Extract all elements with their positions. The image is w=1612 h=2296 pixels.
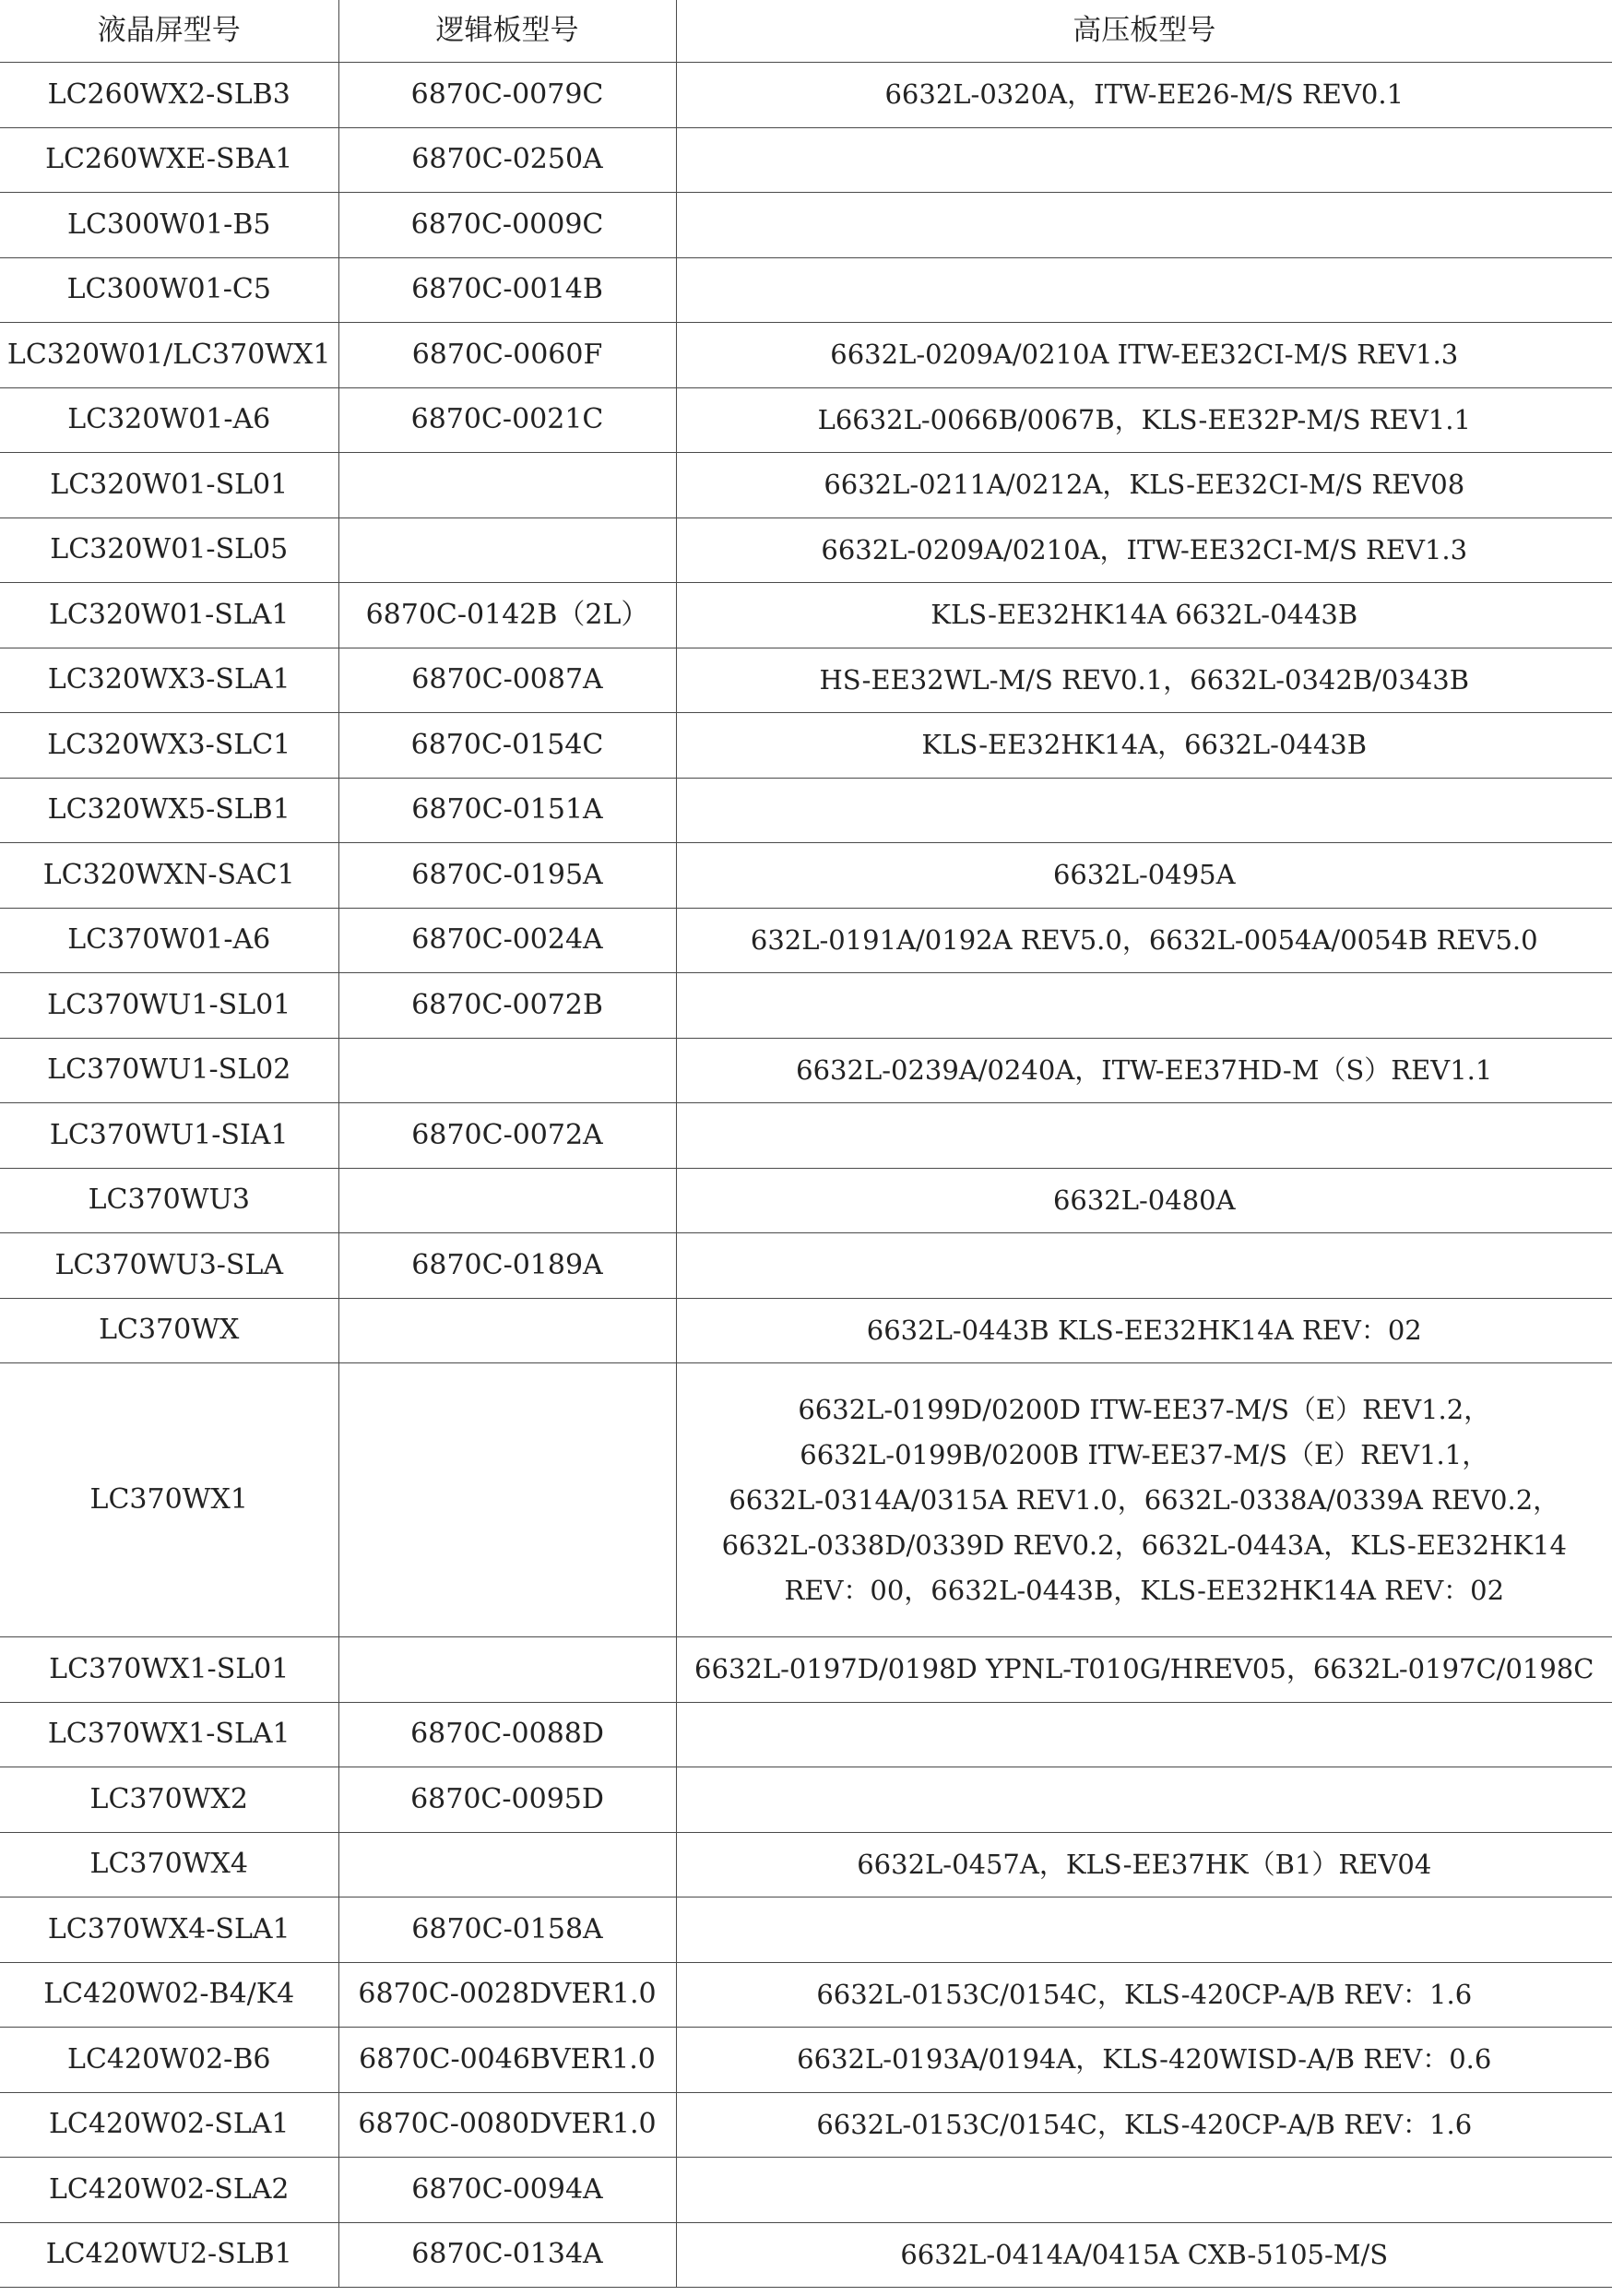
hv-board-cell: KLS-EE32HK14A，6632L-0443B bbox=[676, 713, 1612, 779]
table-row bbox=[0, 127, 1612, 193]
hv-board-cell: 6632L-0457A，KLS-EE37HK（B1）REV04 bbox=[676, 1832, 1612, 1897]
logic-board-cell: 6870C-0142B（2L） bbox=[338, 583, 676, 648]
hv-board-cell bbox=[676, 127, 1612, 193]
lcd-model-cell: LC260WXE-SBA1 bbox=[0, 127, 338, 193]
hv-board-line: REV：00，6632L-0443B，KLS-EE32HK14A REV：02 bbox=[784, 1574, 1505, 1606]
logic-board-cell bbox=[338, 517, 676, 583]
hv-board-line: 6632L-0314A/0315A REV1.0，6632L-0338A/0339A REV0.2， bbox=[729, 1483, 1560, 1516]
table-row bbox=[0, 973, 1612, 1039]
hv-board-cell bbox=[676, 257, 1612, 323]
table-row bbox=[0, 63, 1612, 128]
lcd-model-cell: LC300W01-C5 bbox=[0, 257, 338, 323]
logic-board-cell bbox=[338, 1637, 676, 1703]
lcd-model-cell: LC320WX3-SLA1 bbox=[0, 648, 338, 713]
logic-board-cell: 6870C-0072A bbox=[338, 1103, 676, 1169]
hv-board-cell bbox=[676, 778, 1612, 843]
table-row bbox=[0, 517, 1612, 583]
lcd-model-cell: LC370WU3-SLA bbox=[0, 1233, 338, 1299]
hv-board-cell: 6632L-0153C/0154C，KLS-420CP-A/B REV：1.6 bbox=[676, 2092, 1612, 2158]
lcd-model-cell: LC370WU1-SIA1 bbox=[0, 1103, 338, 1169]
lcd-model-cell: LC320WX3-SLC1 bbox=[0, 713, 338, 779]
lcd-model-cell: LC370W01-A6 bbox=[0, 908, 338, 973]
lcd-model-cell: LC370WX bbox=[0, 1298, 338, 1363]
hv-board-cell bbox=[676, 973, 1612, 1039]
lcd-model-cell: LC320W01-A6 bbox=[0, 387, 338, 453]
table-row bbox=[0, 843, 1612, 909]
lcd-model-cell: LC320WXN-SAC1 bbox=[0, 843, 338, 909]
lcd-model-cell: LC370WX2 bbox=[0, 1767, 338, 1833]
hv-board-cell: 6632L-0209A/0210A，ITW-EE32CI-M/S REV1.3 bbox=[676, 517, 1612, 583]
logic-board-cell: 6870C-0080DVER1.0 bbox=[338, 2092, 676, 2158]
hv-board-cell: HS-EE32WL-M/S REV0.1，6632L-0342B/0343B bbox=[676, 648, 1612, 713]
hv-board-cell: 6632L-0480A bbox=[676, 1168, 1612, 1233]
hv-board-cell: 6632L-0211A/0212A，KLS-EE32CI-M/S REV08 bbox=[676, 453, 1612, 518]
lcd-model-cell: LC420W02-B4/K4 bbox=[0, 1962, 338, 2028]
lcd-model-cell: LC370WU3 bbox=[0, 1168, 338, 1233]
table-row bbox=[0, 2158, 1612, 2223]
logic-board-cell: 6870C-0195A bbox=[338, 843, 676, 909]
logic-board-cell: 6870C-0079C bbox=[338, 63, 676, 128]
hv-board-line: 6632L-0199B/0200B ITW-EE37-M/S（E）REV1.1， bbox=[800, 1438, 1489, 1470]
table-row bbox=[0, 2222, 1612, 2288]
hv-board-cell: 6632L-0443B KLS-EE32HK14A REV：02 bbox=[676, 1298, 1612, 1363]
hv-board-cell: 6632L-0209A/0210A ITW-EE32CI-M/S REV1.3 bbox=[676, 323, 1612, 388]
hv-board-cell: L6632L-0066B/0067B，KLS-EE32P-M/S REV1.1 bbox=[676, 387, 1612, 453]
logic-board-cell: 6870C-0021C bbox=[338, 387, 676, 453]
table-row bbox=[0, 193, 1612, 258]
table-row bbox=[0, 1298, 1612, 1363]
table-body bbox=[0, 63, 1612, 2288]
logic-board-cell bbox=[338, 1038, 676, 1103]
hv-board-cell: 6632L-0153C/0154C，KLS-420CP-A/B REV：1.6 bbox=[676, 1962, 1612, 2028]
logic-board-cell: 6870C-0009C bbox=[338, 193, 676, 258]
lcd-model-cell: LC320W01-SL01 bbox=[0, 453, 338, 518]
table-row bbox=[0, 1702, 1612, 1767]
logic-board-cell: 6870C-0154C bbox=[338, 713, 676, 779]
table-row bbox=[0, 2092, 1612, 2158]
table-row bbox=[0, 1832, 1612, 1897]
logic-board-cell: 6870C-0072B bbox=[338, 973, 676, 1039]
logic-board-cell: 6870C-0189A bbox=[338, 1233, 676, 1299]
logic-board-cell bbox=[338, 1298, 676, 1363]
hv-board-line: 6632L-0199D/0200D ITW-EE37-M/S（E）REV1.2， bbox=[798, 1393, 1491, 1425]
logic-board-cell: 6870C-0158A bbox=[338, 1897, 676, 1963]
lcd-model-cell: LC420W02-SLA2 bbox=[0, 2158, 338, 2223]
logic-board-cell: 6870C-0095D bbox=[338, 1767, 676, 1833]
lcd-model-cell: LC370WU1-SL02 bbox=[0, 1038, 338, 1103]
table-row bbox=[0, 1767, 1612, 1833]
lcd-model-cell: LC370WX4 bbox=[0, 1832, 338, 1897]
table-row bbox=[0, 1897, 1612, 1963]
logic-board-cell: 6870C-0250A bbox=[338, 127, 676, 193]
logic-board-cell: 6870C-0087A bbox=[338, 648, 676, 713]
logic-board-cell bbox=[338, 453, 676, 518]
lcd-model-cell: LC260WX2-SLB3 bbox=[0, 63, 338, 128]
logic-board-cell bbox=[338, 1832, 676, 1897]
logic-board-cell: 6870C-0046BVER1.0 bbox=[338, 2028, 676, 2093]
header-lcd-model: 液晶屏型号 bbox=[0, 0, 338, 63]
hv-board-cell bbox=[676, 1103, 1612, 1169]
table-row bbox=[0, 713, 1612, 779]
lcd-model-cell: LC370WX1-SL01 bbox=[0, 1637, 338, 1703]
logic-board-cell: 6870C-0028DVER1.0 bbox=[338, 1962, 676, 2028]
lcd-model-cell: LC420WU2-SLB1 bbox=[0, 2222, 338, 2288]
table-row bbox=[0, 2028, 1612, 2093]
table-row bbox=[0, 323, 1612, 388]
lcd-model-cell: LC320W01/LC370WX1 bbox=[0, 323, 338, 388]
logic-board-cell: 6870C-0094A bbox=[338, 2158, 676, 2223]
table-row bbox=[0, 648, 1612, 713]
hv-board-cell bbox=[676, 193, 1612, 258]
logic-board-cell: 6870C-0014B bbox=[338, 257, 676, 323]
lcd-model-cell: LC320W01-SLA1 bbox=[0, 583, 338, 648]
table-row bbox=[0, 1233, 1612, 1299]
logic-board-cell: 6870C-0088D bbox=[338, 1702, 676, 1767]
logic-board-cell: 6870C-0060F bbox=[338, 323, 676, 388]
logic-board-cell bbox=[338, 1168, 676, 1233]
table-row bbox=[0, 453, 1612, 518]
logic-board-cell bbox=[338, 1363, 676, 1637]
hv-board-cell: 6632L-0239A/0240A，ITW-EE37HD-M（S）REV1.1 bbox=[676, 1038, 1612, 1103]
hv-board-line: 6632L-0338D/0339D REV0.2，6632L-0443A，KLS-EE32HK14 bbox=[721, 1529, 1567, 1561]
lcd-model-cell: LC420W02-B6 bbox=[0, 2028, 338, 2093]
logic-board-cell: 6870C-0024A bbox=[338, 908, 676, 973]
lcd-model-cell: LC420W02-SLA1 bbox=[0, 2092, 338, 2158]
hv-board-cell: 6632L-0320A，ITW-EE26-M/S REV0.1 bbox=[676, 63, 1612, 128]
hv-board-cell: KLS-EE32HK14A 6632L-0443B bbox=[676, 583, 1612, 648]
hv-board-cell bbox=[676, 1702, 1612, 1767]
table-row bbox=[0, 1363, 1612, 1637]
lcd-model-cell: LC370WX4-SLA1 bbox=[0, 1897, 338, 1963]
table-row bbox=[0, 908, 1612, 973]
lcd-model-cell: LC300W01-B5 bbox=[0, 193, 338, 258]
hv-board-cell bbox=[676, 2158, 1612, 2223]
lcd-model-cell: LC320WX5-SLB1 bbox=[0, 778, 338, 843]
lcd-model-cell: LC320W01-SL05 bbox=[0, 517, 338, 583]
table-row bbox=[0, 387, 1612, 453]
table-row bbox=[0, 778, 1612, 843]
hv-board-cell: 6632L-0414A/0415A CXB-5105-M/S bbox=[676, 2222, 1612, 2288]
table-row bbox=[0, 1962, 1612, 2028]
table-row bbox=[0, 1637, 1612, 1703]
logic-board-cell: 6870C-0134A bbox=[338, 2222, 676, 2288]
lcd-model-cell: LC370WU1-SL01 bbox=[0, 973, 338, 1039]
hv-board-cell bbox=[676, 1363, 1612, 1637]
table-row bbox=[0, 257, 1612, 323]
table-row bbox=[0, 1168, 1612, 1233]
header-hv-board: 高压板型号 bbox=[676, 0, 1612, 63]
hv-board-cell: 632L-0191A/0192A REV5.0，6632L-0054A/0054B REV5.0 bbox=[676, 908, 1612, 973]
hv-board-cell bbox=[676, 1233, 1612, 1299]
table-row bbox=[0, 1103, 1612, 1169]
hv-board-cell bbox=[676, 1767, 1612, 1833]
header-logic-board: 逻辑板型号 bbox=[338, 0, 676, 63]
hv-board-cell: 6632L-0495A bbox=[676, 843, 1612, 909]
lcd-model-cell: LC370WX1-SLA1 bbox=[0, 1702, 338, 1767]
table-row bbox=[0, 1038, 1612, 1103]
hv-board-cell: 6632L-0193A/0194A，KLS-420WISD-A/B REV：0.6 bbox=[676, 2028, 1612, 2093]
table-row bbox=[0, 583, 1612, 648]
logic-board-cell: 6870C-0151A bbox=[338, 778, 676, 843]
hv-board-cell bbox=[676, 1897, 1612, 1963]
lcd-model-cell: LC370WX1 bbox=[0, 1363, 338, 1637]
header-row bbox=[0, 0, 1612, 63]
hv-board-cell: 6632L-0197D/0198D YPNL-T010G/HREV05，6632L-0197C/0198C bbox=[676, 1637, 1612, 1703]
